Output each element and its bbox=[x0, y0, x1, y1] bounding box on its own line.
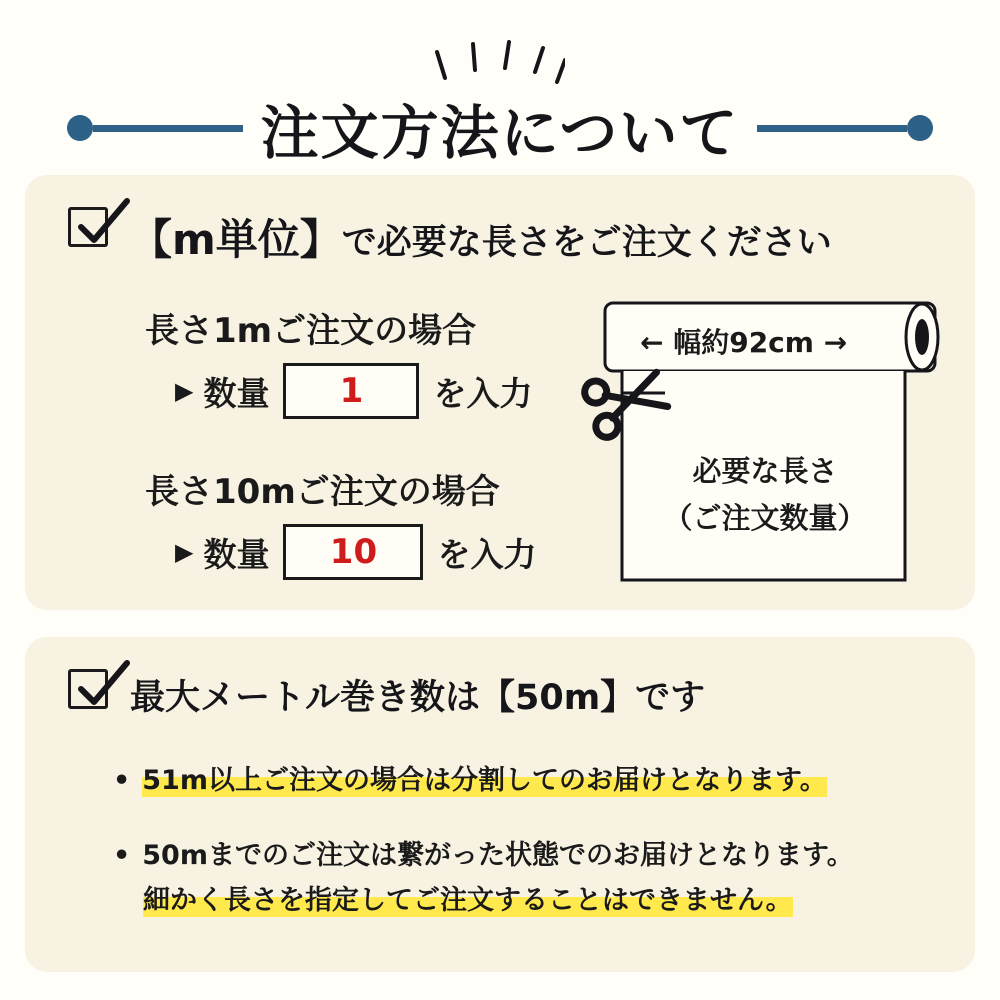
enter-label-1: を入力 bbox=[433, 373, 533, 413]
check-mark-icon-2 bbox=[75, 659, 133, 717]
quantity-label-1: 数量 bbox=[203, 373, 270, 413]
triangle-marker-icon-2: ▶ bbox=[175, 538, 194, 566]
roll-width-label: ← 幅約92cm → bbox=[640, 326, 848, 359]
quantity-label-2: 数量 bbox=[203, 534, 270, 574]
enter-label-2: を入力 bbox=[437, 534, 537, 574]
max-length-bullet-1 bbox=[113, 761, 827, 802]
bullet-dot-1: • bbox=[113, 765, 131, 796]
order-row-label-1: 長さ1mご注文の場合 bbox=[145, 311, 477, 351]
order-method-card bbox=[25, 175, 975, 610]
max-length-card bbox=[25, 637, 975, 972]
sparkle-icon bbox=[435, 38, 565, 86]
max-length-heading: 最大メートル巻き数は【50m】です bbox=[130, 678, 706, 718]
bullet-dot-2: • bbox=[113, 840, 131, 871]
quantity-input-2[interactable]: 10 bbox=[283, 524, 423, 580]
rule-line-left bbox=[93, 125, 243, 132]
rule-dot-left bbox=[67, 115, 93, 141]
bullet-text-1: 51m以上ご注文の場合は分割してのお届けとなります。 bbox=[142, 765, 827, 796]
order-row-label-2: 長さ10mご注文の場合 bbox=[145, 472, 500, 512]
roll-length-label-line2: （ご注文数量） bbox=[663, 501, 867, 535]
rule-line-right bbox=[757, 125, 907, 132]
triangle-marker-icon: ▶ bbox=[175, 377, 194, 405]
wallpaper-roll-illustration bbox=[25, 175, 975, 610]
checkbox-checked-icon-2 bbox=[68, 669, 108, 709]
max-length-bullet-2 bbox=[113, 836, 854, 877]
title-row bbox=[0, 88, 1000, 168]
order-heading-bracket: 【m単位】 bbox=[130, 215, 342, 264]
roll-length-label-line1: 必要な長さ bbox=[692, 454, 838, 488]
rule-dot-right bbox=[907, 115, 933, 141]
page-header bbox=[0, 20, 1000, 170]
quantity-input-1[interactable]: 1 bbox=[283, 363, 419, 419]
roll-drawing bbox=[25, 175, 975, 610]
max-length-bullet-2-line2 bbox=[143, 881, 793, 922]
order-heading-rest: で必要な長さをご注文ください bbox=[341, 223, 832, 263]
bullet-text-2-line1: 50mまでのご注文は繋がった状態でのお届けとなります。 bbox=[142, 840, 854, 871]
page-title: 注文方法について bbox=[260, 99, 740, 167]
bullet-text-2-line2: 細かく長さを指定してご注文することはできません。 bbox=[143, 885, 793, 916]
